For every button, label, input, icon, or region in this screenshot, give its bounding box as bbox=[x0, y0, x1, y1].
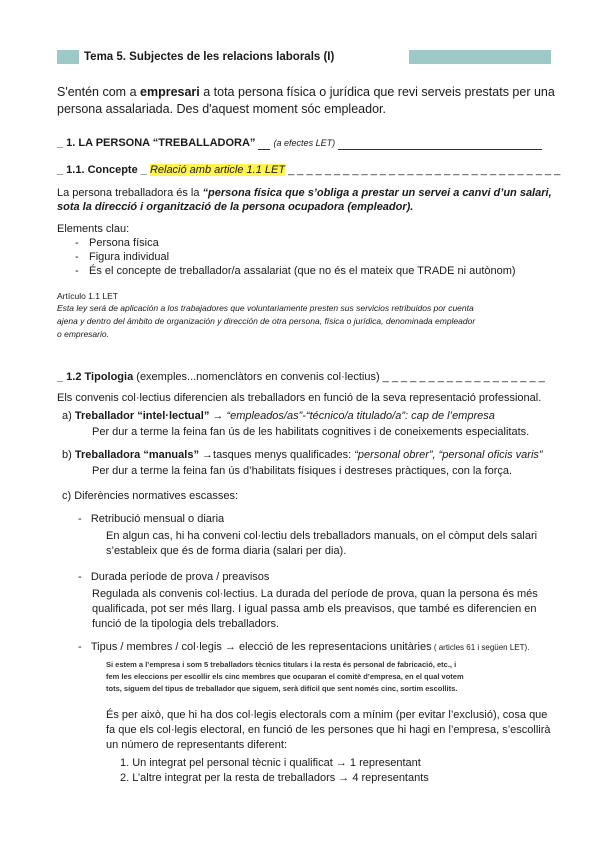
section-1-2-heading: _ 1.2 Tipologia (exemples...nomenclàtors en convenis col·lectius) _ _ _ _ _ _ _ _ _ _ _ _ _ _ _ _ _ _ bbox=[57, 371, 545, 383]
colleges-list bbox=[120, 756, 429, 786]
article-highlight: Relació amb article 1.1 LET bbox=[149, 164, 286, 176]
list-item: - Persona física bbox=[57, 236, 516, 250]
typology-intro: Els convenis col·lectius diferencien als treballadors en funció de la seva representació professional. bbox=[57, 392, 542, 404]
type-c-line: c) Diferències normatives escasses: bbox=[62, 490, 239, 502]
diff-1-text: En algun cas, hi ha conveni col·lectiu dels treballadors manuals, on el còmput dels salari s’estableix que és de forma diaria (salari per dia). bbox=[106, 530, 538, 557]
title-accent-right bbox=[409, 50, 551, 64]
term-empresari: empresari bbox=[140, 85, 200, 99]
topic-title-bar bbox=[57, 50, 551, 64]
diff-2-text: Regulada als convenis col·lectius. La durada del període de prova, quan la persona és més qualificada, pot ser més llarg. I igual passa amb els preavisos, que també es diferencien en funció de la tipologia dels treballadors. bbox=[92, 588, 538, 630]
diff-3-paragraph: És per això, que hi ha dos col·legis electorals com a mínim (per evitar l’exclusió), cosa que fa que els col·legis electoral, en funció de les persones que hi hagi en l’empresa, s’escollirà un número de representants diferent: bbox=[106, 709, 551, 751]
section-1-heading: _ 1. LA PERSONA “TREBALLADORA” (a efectes LET) bbox=[57, 136, 542, 150]
article-title: Artículo 1.1 LET bbox=[57, 291, 118, 301]
type-b-description: Per dur a terme la feina fan ús d’habilitats físiques i destreses pràctiques, con la força. bbox=[92, 465, 513, 477]
list-item: 1. Un integrat pel personal tècnic i qualificat → 1 representant bbox=[120, 757, 421, 769]
diff-2-title: - Durada període de prova / preavisos bbox=[78, 571, 270, 583]
list-item: - És el concepte de treballador/a assalariat (que no és el mateix que TRADE ni autònom) bbox=[57, 264, 516, 278]
diff-3-title: - Tipus / membres / col·legis → elecció de les representacions unitàries ( articles 61 i següen LET). bbox=[78, 641, 530, 653]
definition-paragraph: La persona treballadora és la “persona física que s’obliga a prestar un servei a canvi d’un salari, sota la direcció i organització de la persona ocupadora (empleador). bbox=[57, 187, 552, 213]
key-elements-list bbox=[57, 236, 516, 278]
key-elements-label: Elements clau: bbox=[57, 223, 130, 235]
article-text: Esta ley será de aplicación a los trabajadores que voluntariamente presten sus servicios retribuidos por cuenta ajena y dentro del ámbito de organización y dirección de otra persona, física o jurídica, denominada empleador o empresario. bbox=[57, 303, 476, 339]
section-1-note: (a efectes LET) bbox=[273, 138, 336, 148]
list-item: - Figura individual bbox=[57, 250, 516, 264]
topic-title: Tema 5. Subjectes de les relacions laborals (I) bbox=[84, 51, 335, 63]
diff-1-title: - Retribució mensual o diaria bbox=[78, 513, 225, 525]
title-accent-left bbox=[57, 50, 79, 64]
type-a-line: a) Treballador “intel·lectual” → “empleados/as”-“técnico/a titulado/a”: cap de l’empresa bbox=[62, 410, 495, 422]
type-a-description: Per dur a terme la feina fan ús de les habilitats cognitives i de coneixements especialitats. bbox=[92, 426, 530, 438]
type-b-line: b) Treballadora “manuals” →tasques menys qualificades: “personal obrer”, “personal oficis varis” bbox=[62, 449, 543, 461]
diff-3-example: Si estem a l’empresa i som 5 treballadors tècnics titulars i la resta és personal de fabricació, etc., i fem les eleccions per escollir els cinc membres que ocuparan el comitè d’empresa, en el qual votem tots, siguem del tipus de treballador que siguem, serà difícil que sent només cinc, sortim escollits. bbox=[106, 660, 464, 693]
section-1-1-heading: _ 1.1. Concepte _ Relació amb article 1.1 LET _ _ _ _ _ _ _ _ _ _ _ _ _ _ _ _ _ _ _ _ _ _ _ _ _ _ _ _ _ _ bbox=[57, 164, 561, 176]
intro-paragraph: S'entén com a empresari a tota persona física o jurídica que revi serveis prestats per una persona assalariada. Des d'aquest moment sóc empleador. bbox=[57, 85, 555, 116]
list-item: 2. L’altre integrat per la resta de treballadors → 4 representants bbox=[120, 772, 429, 784]
